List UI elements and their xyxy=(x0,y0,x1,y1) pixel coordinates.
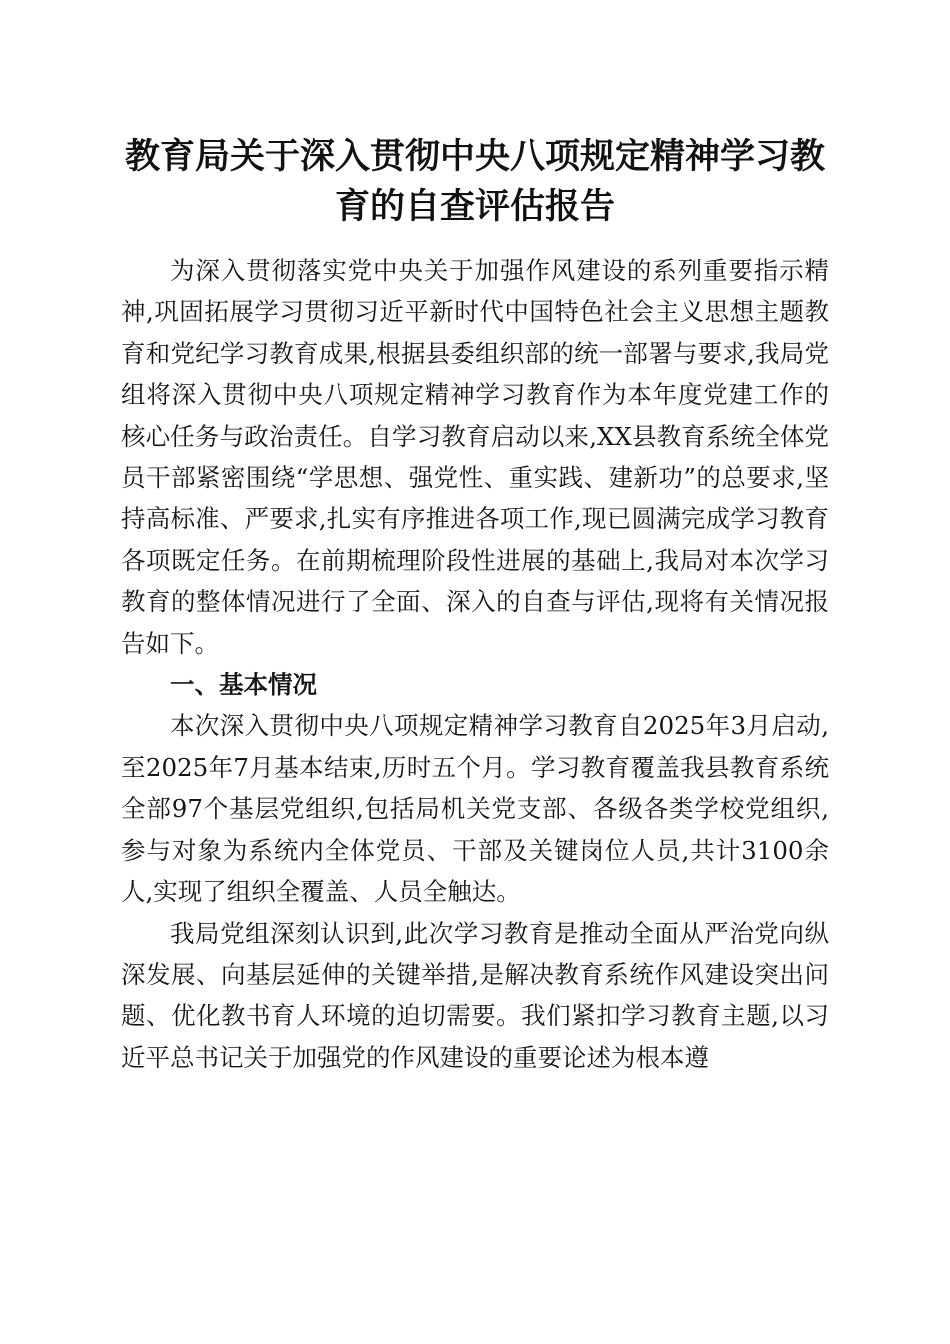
document-body xyxy=(121,250,829,1078)
section-heading-basic-situation: 一、基本情况 xyxy=(170,670,317,700)
title-line-1: 教育局关于深入贯彻中央八项规定精神学习教 xyxy=(124,136,825,177)
intro-paragraph: 为深入贯彻落实党中央关于加强作风建设的系列重要指示精神,巩固拓展学习贯彻习近平新时代中国特色社会主义思想主题教育和党纪学习教育成果,根据县委组织部的统一部署与要求,我局党组将深入贯彻中央八项规定精神学习教育作为本年度党建工作的核心任务与政治责任。自学习教育启动以来,XX县教育系统全体党员干部紧密围绕“学思想、强党性、重实践、建新功”的总要求,坚持高标准、严要求,扎实有序推进各项工作,现已圆满完成学习教育各项既定任务。在前期梳理阶段性进展的基础上,我局对本次学习教育的整体情况进行了全面、深入的自查与评估,现将有关情况报告如下。 xyxy=(121,256,829,658)
section1-paragraph-1: 本次深入贯彻中央八项规定精神学习教育自2025年3月启动,至2025年7月基本结束,历时五个月。学习教育覆盖我县教育系统全部97个基层党组织,包括局机关党支部、各级各类学校党组织,参与对象为系统内全体党员、干部及关键岗位人员,共计3100余人,实现了组织全覆盖、人员全触达。 xyxy=(121,711,829,907)
title-line-2: 育的自查评估报告 xyxy=(334,186,615,227)
document-title xyxy=(110,132,840,232)
section1-paragraph-2: 我局党组深刻认识到,此次学习教育是推动全面从严治党向纵深发展、向基层延伸的关键举措,是解决教育系统作风建设突出问题、优化教书育人环境的迫切需要。我们紧扣学习教育主题,以习近平总书记关于加强党的作风建设的重要论述为根本遵 xyxy=(121,918,829,1072)
